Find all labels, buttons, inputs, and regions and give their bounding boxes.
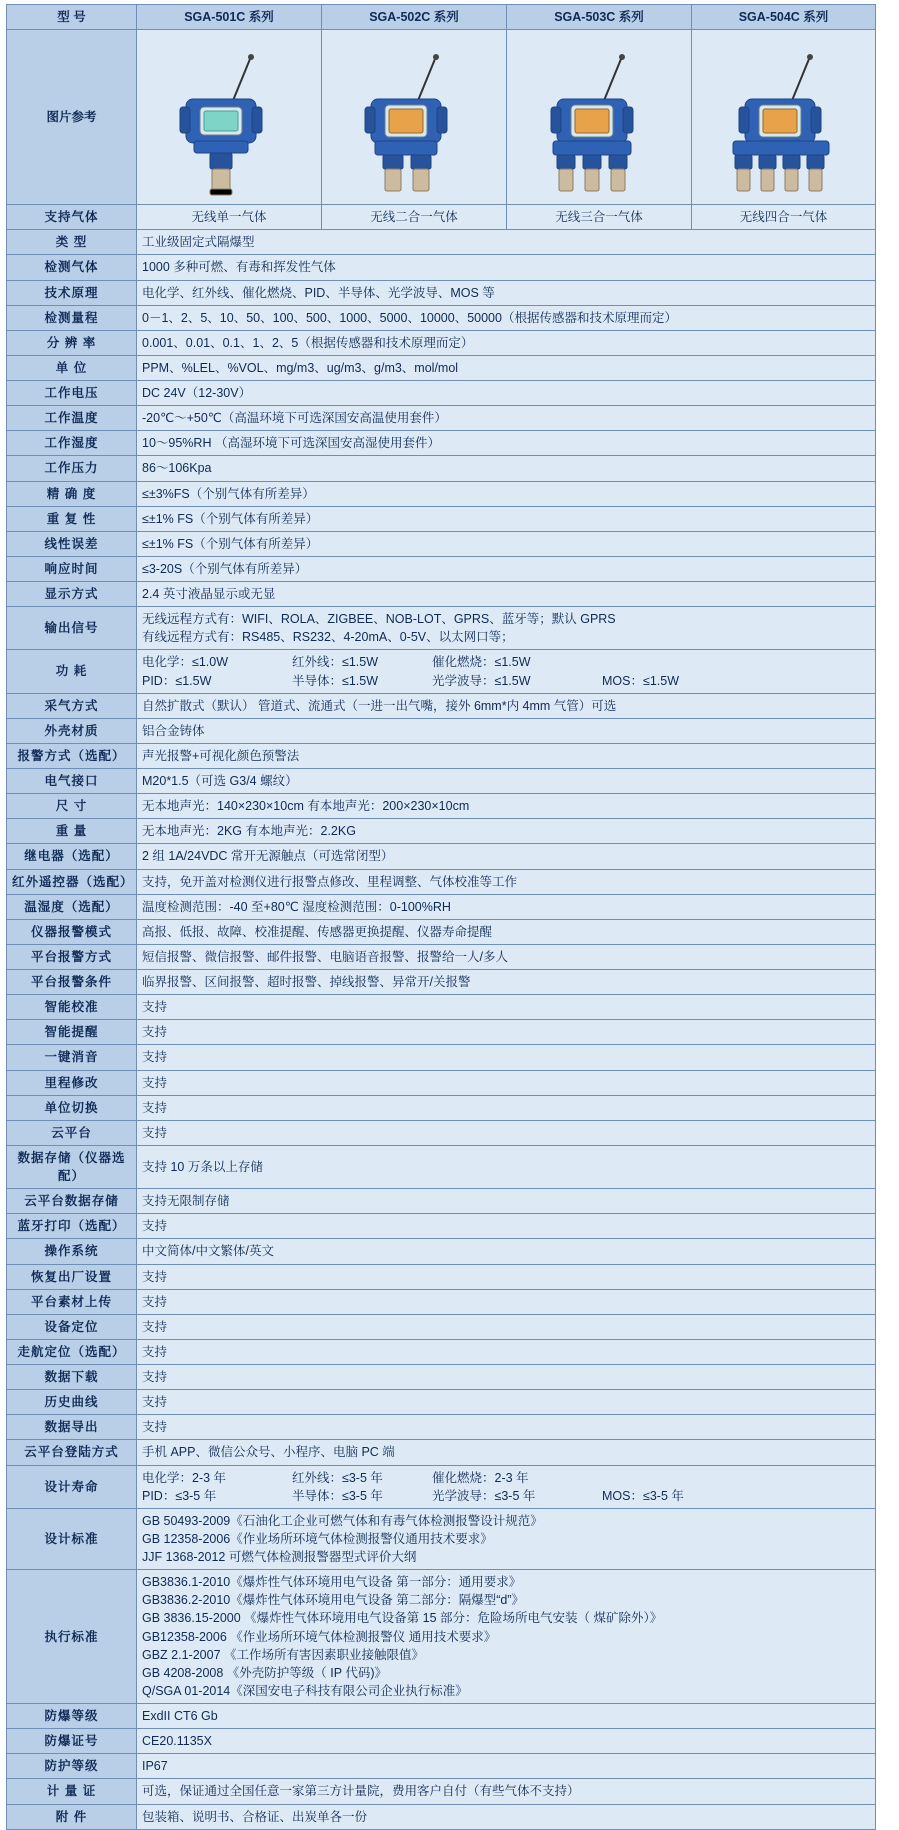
- row-value: [137, 305, 876, 330]
- row-label: 检测量程: [7, 305, 137, 330]
- row-value: [137, 1314, 876, 1339]
- table-row: [7, 506, 876, 531]
- row-value-line: 支持: [142, 1319, 168, 1334]
- row-value-line: 手机 APP、微信公众号、小程序、电脑 PC 端: [142, 1445, 395, 1460]
- row-value: [137, 1095, 876, 1120]
- row-label: 防护等级: [7, 1754, 137, 1779]
- row-label: 温湿度（选配）: [7, 894, 137, 919]
- row-value-line: GB 12358-2006《作业场所环境气体检测报警仪通用技术要求》: [142, 1531, 493, 1546]
- row-value: [137, 718, 876, 743]
- row-value-line: GB 3836.15-2000 《爆炸性气体环境用电气设备第 15 部分：危险场所电气安装（ 煤矿除外）》: [142, 1611, 663, 1626]
- row-label: 重 复 性: [7, 506, 137, 531]
- row-value: [137, 1070, 876, 1095]
- row-label: 类 型: [7, 230, 137, 255]
- row-value-line: 高报、低报、故障、校准提醒、传感器更换提醒、仪器寿命提醒: [142, 924, 493, 939]
- row-value-line: 支持: [142, 1050, 168, 1065]
- row-value-line: 支持: [142, 1344, 168, 1359]
- row-value-line: [142, 672, 870, 690]
- table-row: [7, 1779, 876, 1804]
- row-value-line: 0.001、0.01、0.1、1、2、5（根据传感器和技术原理而定）: [142, 335, 474, 350]
- row-label: 附 件: [7, 1804, 137, 1829]
- row-value: [137, 769, 876, 794]
- table-row: [7, 1095, 876, 1120]
- row-value-line: ≤3-20S（个别气体有所差异）: [142, 561, 308, 576]
- row-value: [137, 970, 876, 995]
- row-label: 数据存储（仪器选配）: [7, 1145, 137, 1188]
- row-label: 恢复出厂设置: [7, 1264, 137, 1289]
- table-row-images: [7, 30, 876, 205]
- key-value-pair: 电化学：2-3 年: [142, 1470, 227, 1485]
- table-row: [7, 305, 876, 330]
- model-501c: SGA-501C 系列: [137, 5, 322, 30]
- row-value: [137, 995, 876, 1020]
- table-row: [7, 819, 876, 844]
- row-value-line: [142, 653, 870, 671]
- row-value-line: 自然扩散式（默认） 管道式、流通式（一进一出气嘴，接外 6mm*内 4mm 气管）可选: [142, 698, 617, 713]
- row-value-line: JJF 1368-2012 可燃气体检测报警器型式评价大纲: [142, 1550, 417, 1564]
- key-value-pair: 催化燃烧：≤1.5W: [432, 655, 531, 670]
- row-value-line: 有线远程方式有：RS485、RS232、4-20mA、0-5V、以太网口等；: [142, 630, 514, 645]
- row-value-line: GB3836.1-2010《爆炸性气体环境用电气设备 第一部分：通用要求》: [142, 1575, 522, 1590]
- row-value-line: 支持: [142, 1294, 168, 1309]
- row-label: 防爆证号: [7, 1729, 137, 1754]
- table-row: [7, 1239, 876, 1264]
- row-value-line: 2.4 英寸液晶显示或无显: [142, 587, 276, 601]
- row-value: [137, 355, 876, 380]
- row-label: 功 耗: [7, 650, 137, 693]
- row-value: [137, 431, 876, 456]
- table-row: [7, 481, 876, 506]
- table-row: [7, 1045, 876, 1070]
- row-value-line: 支持: [142, 1100, 168, 1115]
- row-value-line: 无线远程方式有：WIFI、ROLA、ZIGBEE、NOB-LOT、GPRS、蓝牙等；默认 GPRS: [142, 612, 616, 627]
- row-label: 云平台登陆方式: [7, 1440, 137, 1465]
- table-row: [7, 1145, 876, 1188]
- key-value-pair: 光学波导：≤1.5W: [432, 673, 531, 688]
- detector-illustration-4: [699, 41, 869, 201]
- supported-gas-504c: 无线四合一气体: [692, 205, 876, 230]
- row-value: [137, 1214, 876, 1239]
- row-value-line: 支持: [142, 1125, 168, 1140]
- row-label: 执行标准: [7, 1570, 137, 1704]
- spec-sheet: [0, 4, 899, 1830]
- row-value-line: 声光报警+可视化颜色预警法: [142, 748, 300, 763]
- row-label: 采气方式: [7, 693, 137, 718]
- row-label: 精 确 度: [7, 481, 137, 506]
- row-value-line: 0－1、2、5、10、50、100、500、1000、5000、10000、50000（根据传感器和技术原理而定）: [142, 310, 677, 325]
- row-value-line: 支持 10 万条以上存储: [142, 1159, 263, 1174]
- table-row: [7, 230, 876, 255]
- row-label: 历史曲线: [7, 1390, 137, 1415]
- device-photo-504c: [692, 30, 876, 205]
- table-row: [7, 1729, 876, 1754]
- table-row: [7, 1415, 876, 1440]
- row-value: [137, 1570, 876, 1704]
- table-row: [7, 1070, 876, 1095]
- key-value-pair: 催化燃烧：2-3 年: [432, 1470, 529, 1485]
- row-value: [137, 280, 876, 305]
- table-row: [7, 693, 876, 718]
- row-label: 工作湿度: [7, 431, 137, 456]
- row-value-line: 临界报警、区间报警、超时报警、掉线报警、异常开/关报警: [142, 975, 471, 989]
- table-row: [7, 1020, 876, 1045]
- table-row: [7, 1440, 876, 1465]
- row-label: 电气接口: [7, 769, 137, 794]
- row-label: 单 位: [7, 355, 137, 380]
- row-label: 工作压力: [7, 456, 137, 481]
- row-value-line: 支持: [142, 1075, 168, 1090]
- row-value-line: 86～106Kpa: [142, 461, 212, 476]
- row-value-line: GB 50493-2009《石油化工企业可燃气体和有毒气体检测报警设计规范》: [142, 1513, 543, 1528]
- table-row: [7, 1365, 876, 1390]
- supported-gas-501c: 无线单一气体: [137, 205, 322, 230]
- row-value: [137, 894, 876, 919]
- row-label: 数据下载: [7, 1365, 137, 1390]
- spec-rows: [7, 230, 876, 1829]
- row-label: 重 量: [7, 819, 137, 844]
- table-row: [7, 894, 876, 919]
- table-row: [7, 650, 876, 693]
- row-value-line: ExdII CT6 Gb: [142, 1709, 218, 1723]
- row-value-line: M20*1.5（可选 G3/4 螺纹）: [142, 774, 298, 788]
- device-photo-501c: [137, 30, 322, 205]
- row-label: 一键消音: [7, 1045, 137, 1070]
- row-value-line: ≤±3%FS（个别气体有所差异）: [142, 486, 315, 501]
- row-label: 云平台数据存储: [7, 1189, 137, 1214]
- row-label: 单位切换: [7, 1095, 137, 1120]
- key-value-pair: MOS：≤3-5 年: [602, 1488, 684, 1503]
- table-row: [7, 531, 876, 556]
- table-row: [7, 1704, 876, 1729]
- row-value: [137, 1145, 876, 1188]
- row-value: [137, 1729, 876, 1754]
- row-value: [137, 1264, 876, 1289]
- row-label: 智能提醒: [7, 1020, 137, 1045]
- row-value-line: ≤±1% FS（个别气体有所差异）: [142, 511, 319, 526]
- row-value: [137, 381, 876, 406]
- row-value-line: 中文简体/中文繁体/英文: [142, 1244, 274, 1259]
- row-value-line: 支持无限制存储: [142, 1194, 230, 1209]
- row-value: [137, 819, 876, 844]
- row-label: 工作温度: [7, 406, 137, 431]
- row-value-line: 工业级固定式隔爆型: [142, 235, 255, 250]
- row-label: 输出信号: [7, 607, 137, 650]
- row-value: [137, 1239, 876, 1264]
- row-label: 平台报警方式: [7, 944, 137, 969]
- table-row: [7, 556, 876, 581]
- row-value: [137, 1704, 876, 1729]
- row-label: 平台素材上传: [7, 1289, 137, 1314]
- row-value: [137, 794, 876, 819]
- row-value: [137, 1415, 876, 1440]
- table-row: [7, 431, 876, 456]
- row-label: 设备定位: [7, 1314, 137, 1339]
- key-value-pair: 半导体：≤1.5W: [292, 673, 379, 688]
- row-value: [137, 230, 876, 255]
- row-value: [137, 330, 876, 355]
- row-value: [137, 844, 876, 869]
- model-504c: SGA-504C 系列: [692, 5, 876, 30]
- device-photo-502c: [322, 30, 507, 205]
- key-value-pair: 电化学：≤1.0W: [142, 655, 229, 670]
- table-row: [7, 1214, 876, 1239]
- table-row: [7, 944, 876, 969]
- table-row: [7, 1339, 876, 1364]
- row-value: [137, 650, 876, 693]
- row-value-line: Q/SGA 01-2014《深国安电子科技有限公司企业执行标准》: [142, 1683, 468, 1698]
- row-value: [137, 1189, 876, 1214]
- table-row: [7, 869, 876, 894]
- row-label: 红外遥控器（选配）: [7, 869, 137, 894]
- table-row: [7, 406, 876, 431]
- row-value: [137, 693, 876, 718]
- row-label: 尺 寸: [7, 794, 137, 819]
- row-label: 走航定位（选配）: [7, 1339, 137, 1364]
- row-value-line: [142, 1469, 870, 1487]
- row-value-line: PPM、%LEL、%VOL、mg/m3、ug/m3、g/m3、mol/mol: [142, 360, 459, 375]
- row-value: [137, 406, 876, 431]
- key-value-pair: PID：≤3-5 年: [142, 1488, 217, 1503]
- row-value-line: 2 组 1A/24VDC 常开无源触点（可选常闭型）: [142, 849, 394, 864]
- row-label: 防爆等级: [7, 1704, 137, 1729]
- row-value: [137, 255, 876, 280]
- table-row: [7, 280, 876, 305]
- row-label: 工作电压: [7, 381, 137, 406]
- table-row: [7, 1508, 876, 1569]
- table-row: [7, 607, 876, 650]
- row-value-line: GB12358-2006 《作业场所环境气体检测报警仪 通用技术要求》: [142, 1629, 497, 1644]
- row-value-line: 10～95%RH （高湿环境下可选深国安高湿使用套件）: [142, 436, 440, 451]
- row-label: 里程修改: [7, 1070, 137, 1095]
- row-label: 设计标准: [7, 1508, 137, 1569]
- table-row: [7, 1264, 876, 1289]
- row-value-line: 支持: [142, 1370, 168, 1384]
- row-value-line: GB 4208-2008 《外壳防护等级（ IP 代码)》: [142, 1665, 387, 1680]
- table-row: [7, 1289, 876, 1314]
- supported-gas-502c: 无线二合一气体: [322, 205, 507, 230]
- row-value: [137, 531, 876, 556]
- key-value-pair: 红外线：≤3-5 年: [292, 1470, 383, 1485]
- row-value-line: IP67: [142, 1759, 168, 1774]
- row-label: 智能校准: [7, 995, 137, 1020]
- row-value: [137, 582, 876, 607]
- row-value-line: 支持: [142, 1000, 168, 1015]
- key-value-pair: 半导体：≤3-5 年: [292, 1488, 383, 1503]
- row-value: [137, 1440, 876, 1465]
- detector-illustration-1: [154, 41, 304, 201]
- row-label: 外壳材质: [7, 718, 137, 743]
- row-value-line: 电化学、红外线、催化燃烧、PID、半导体、光学波导、MOS 等: [142, 285, 495, 300]
- row-value-line: ≤±1% FS（个别气体有所差异）: [142, 536, 319, 551]
- row-value: [137, 1289, 876, 1314]
- row-value: [137, 869, 876, 894]
- row-value-line: -20℃～+50℃（高温环境下可选深国安高温使用套件）: [142, 411, 447, 426]
- table-row: [7, 1120, 876, 1145]
- image-reference-label: 图片参考: [7, 30, 137, 205]
- row-value: [137, 1465, 876, 1508]
- model-label: 型 号: [7, 5, 137, 30]
- row-value: [137, 1754, 876, 1779]
- row-value: [137, 1045, 876, 1070]
- row-value-line: GB3836.2-2010《爆炸性气体环境用电气设备 第二部分：隔爆型“d”》: [142, 1593, 525, 1608]
- table-row: [7, 1754, 876, 1779]
- detector-illustration-2: [339, 41, 489, 201]
- row-value-line: CE20.1135X: [142, 1734, 212, 1749]
- row-value-line: 支持: [142, 1395, 168, 1410]
- table-row: [7, 794, 876, 819]
- row-value: [137, 743, 876, 768]
- row-value: [137, 1390, 876, 1415]
- table-row: [7, 582, 876, 607]
- row-label: 平台报警条件: [7, 970, 137, 995]
- key-value-pair: 红外线：≤1.5W: [292, 655, 379, 670]
- row-value-line: 1000 多种可燃、有毒和挥发性气体: [142, 260, 336, 275]
- row-value: [137, 607, 876, 650]
- device-photo-503c: [507, 30, 692, 205]
- table-row: [7, 456, 876, 481]
- table-row: [7, 844, 876, 869]
- row-value-line: [142, 1487, 870, 1505]
- row-label: 分 辨 率: [7, 330, 137, 355]
- row-label: 操作系统: [7, 1239, 137, 1264]
- row-value-line: 支持: [142, 1269, 168, 1284]
- row-value-line: 短信报警、微信报警、邮件报警、电脑语音报警、报警给一人/多人: [142, 949, 508, 964]
- row-value-line: 可选，保证通过全国任意一家第三方计量院，费用客户自付（有些气体不支持）: [142, 1784, 580, 1799]
- model-502c: SGA-502C 系列: [322, 5, 507, 30]
- table-row: [7, 970, 876, 995]
- supported-gas-label: 支持气体: [7, 205, 137, 230]
- table-row: [7, 1570, 876, 1704]
- key-value-pair: 光学波导：≤3-5 年: [432, 1488, 536, 1503]
- row-label: 蓝牙打印（选配）: [7, 1214, 137, 1239]
- table-row: [7, 255, 876, 280]
- row-value-line: GBZ 2.1-2007 《工作场所有害因素职业接触限值》: [142, 1647, 424, 1662]
- row-value: [137, 919, 876, 944]
- row-value: [137, 481, 876, 506]
- table-row: [7, 1314, 876, 1339]
- row-value-line: 支持: [142, 1420, 168, 1435]
- row-value-line: DC 24V（12-30V）: [142, 386, 252, 400]
- table-row: [7, 995, 876, 1020]
- table-row: [7, 1804, 876, 1829]
- table-row-supported-gas: [7, 205, 876, 230]
- row-label: 仪器报警模式: [7, 919, 137, 944]
- table-row: [7, 1390, 876, 1415]
- table-row: [7, 743, 876, 768]
- row-value-line: 温度检测范围：-40 至+80℃ 湿度检测范围：0-100%RH: [142, 899, 451, 914]
- row-value: [137, 456, 876, 481]
- row-label: 响应时间: [7, 556, 137, 581]
- row-value: [137, 1804, 876, 1829]
- row-value-line: 支持，免开盖对检测仪进行报警点修改、里程调整、气体校准等工作: [142, 874, 518, 889]
- row-label: 技术原理: [7, 280, 137, 305]
- row-value: [137, 1508, 876, 1569]
- table-row: [7, 1465, 876, 1508]
- table-row: [7, 919, 876, 944]
- row-value-line: 铝合金铸体: [142, 723, 205, 738]
- row-value: [137, 1339, 876, 1364]
- table-row: [7, 718, 876, 743]
- row-value: [137, 1365, 876, 1390]
- row-label: 显示方式: [7, 582, 137, 607]
- detector-illustration-3: [519, 41, 679, 201]
- table-row: [7, 381, 876, 406]
- row-label: 计 量 证: [7, 1779, 137, 1804]
- row-label: 数据导出: [7, 1415, 137, 1440]
- table-row: [7, 355, 876, 380]
- row-value: [137, 1779, 876, 1804]
- table-row: [7, 769, 876, 794]
- key-value-pair: MOS：≤1.5W: [602, 673, 680, 688]
- row-value: [137, 506, 876, 531]
- key-value-pair: PID：≤1.5W: [142, 673, 212, 688]
- spec-table: [6, 4, 876, 1830]
- row-value-line: 支持: [142, 1219, 168, 1234]
- row-value: [137, 1020, 876, 1045]
- row-value: [137, 944, 876, 969]
- row-value: [137, 556, 876, 581]
- row-value-line: 支持: [142, 1025, 168, 1040]
- row-label: 云平台: [7, 1120, 137, 1145]
- table-row: [7, 1189, 876, 1214]
- row-value: [137, 1120, 876, 1145]
- row-value-line: 包装箱、说明书、合格证、出炭单各一份: [142, 1809, 368, 1824]
- row-label: 线性误差: [7, 531, 137, 556]
- table-row: [7, 330, 876, 355]
- row-label: 设计寿命: [7, 1465, 137, 1508]
- supported-gas-503c: 无线三合一气体: [507, 205, 692, 230]
- row-label: 继电器（选配）: [7, 844, 137, 869]
- row-label: 报警方式（选配）: [7, 743, 137, 768]
- row-value-line: 无本地声光：2KG 有本地声光：2.2KG: [142, 824, 356, 839]
- model-503c: SGA-503C 系列: [507, 5, 692, 30]
- row-label: 检测气体: [7, 255, 137, 280]
- row-value-line: 无本地声光：140×230×10cm 有本地声光：200×230×10cm: [142, 799, 470, 814]
- table-row-model: [7, 5, 876, 30]
